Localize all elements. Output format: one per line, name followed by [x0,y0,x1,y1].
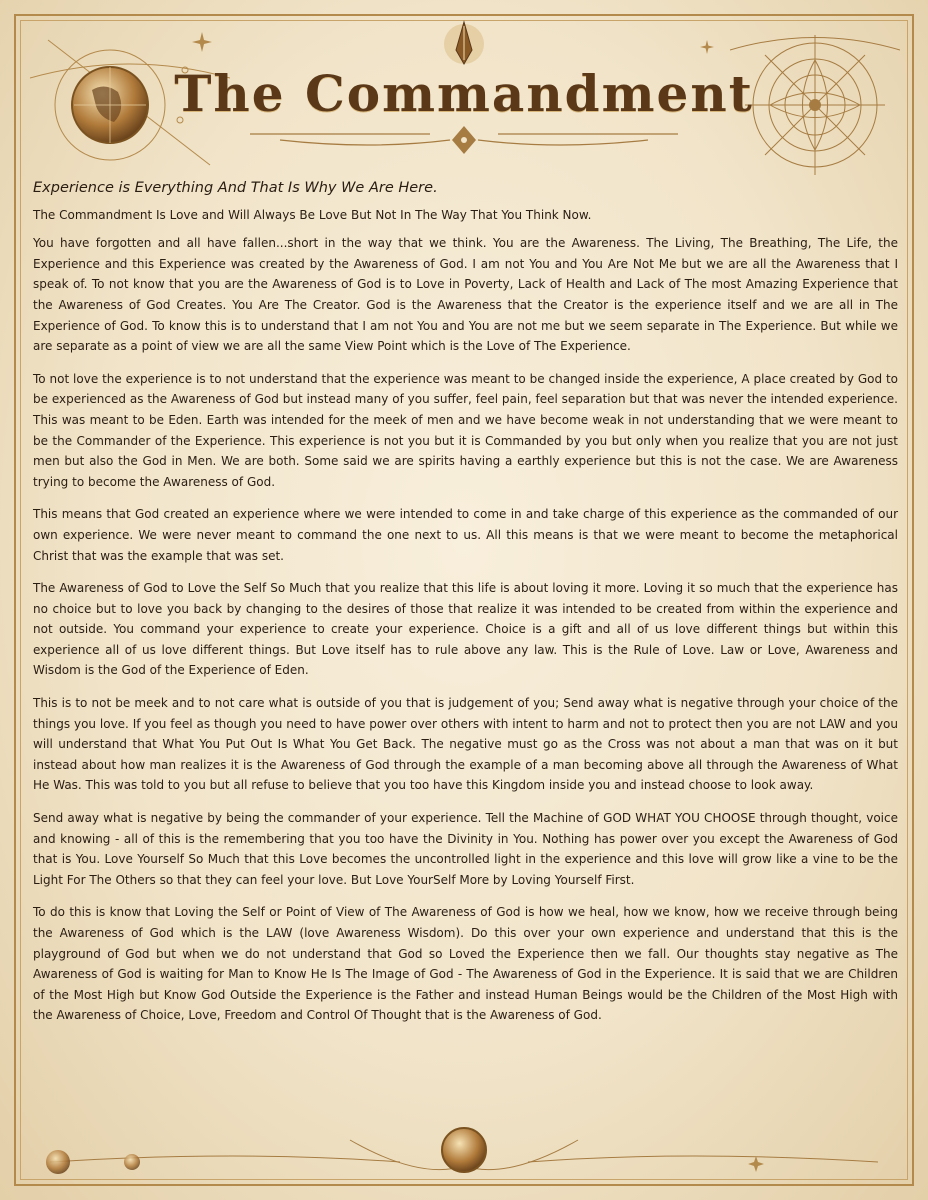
pen-nib-icon [438,20,490,68]
paragraph: This means that God created an experience where we were intended to come in and take charge of this experience as the commanded of our own experience. We were never meant to command the one next to us. All this means is that we were meant to become the metaphorical Christ that was the example that was set. [33,507,898,563]
title-divider [250,126,678,156]
paragraph: The Awareness of God to Love the Self So Much that you realize that this life is about loving it more. Loving it so much that the experience has no choice but to love you back by changing to the desires of those that realize it was intended to be created from within the experience and not outside. You command your experience to create your experience. Choice is a gift and all of us love different things but within this experience all of us love different things. But Love itself has to rule above any law. This is the Rule of Love. Law or Love, Awareness and Wisdom is the God of the Experience of Eden. [33,581,898,678]
paragraph: To not love the experience is to not understand that the experience was meant to be changed inside the experience, A place created by God to be experienced as the Awareness of God but instead many of you suffer, feel pain, feel separation but that was never the intended experience. This was meant to be Eden. Earth was intended for the meek of men and we have become weak in not understanding that we were meant to be the Commander of the Experience. This experience is not you but it is Commanded by you but only when you realize that you are not just men but also the God in Men. We are both. Some said we are spirits having a earthly experience but this is not the case. We are Awareness trying to become the Awareness of God. [33,371,898,489]
document-heading: Experience is Everything And That Is Why We Are Here. [33,180,438,196]
document-subheading: The Commandment Is Love and Will Always Be Love But Not In The Way That You Think Now. [33,207,592,222]
bottom-globe-icon [20,1110,908,1190]
paragraph: Send away what is negative by being the commander of your experience. Tell the Machine of GOD WHAT YOU CHOOSE through thought, voice and knowing - all of this is the remembering that you too have the Divinity in You. Nothing has power over you except the Awareness of God that is You. Love Yourself So Much that this Love becomes the uncontrolled light in the experience and this love will grow like a vine to be the Light For The Others so that they can feel your love. But Love YourSelf More by Loving Yourself First. [33,811,898,887]
paragraph: You have forgotten and all have fallen...short in the way that we think. You are the Awareness. The Living, The Breathing, The Life, the Experience and this Experience was created by the Awareness of God. I am not You and You Are Not Me but we are all the Awareness that I speak of. To not know that you are the Awareness of God is to Love in Poverty, Lack of Health and Lack of The most Amazing Experience that the Awareness of God Creates. You Are The Creator. God is the Awareness that the Creator is the experience itself and we are all in The Experience of God. To know this is to understand that I am not You and You are not me but we seem separate in The Experience. But while we are separate as a point of view we are all the same View Point which is the Love of The Experience. [33,236,898,354]
document-body [33,178,898,1038]
star-icon [700,40,714,54]
star-icon [192,32,212,52]
page-title: The Commandment [174,64,754,123]
paragraph: To do this is know that Loving the Self or Point of View of The Awareness of God is how we heal, how we know, how we receive through being the Awareness of God which is the LAW (love Awareness Wisdom). Do this over your own experience and understand that this is the playground of God but when we do not understand that God so Loved the Experience then we fall. Our thoughts stay negative as The Awareness of God is waiting for Man to Know He Is The Image of God - The Awareness of God in the Experience. It is said that we are Children of the Most High but Know God Outside the Experience is the Father and instead Human Beings would be the Children of the Most High with the Awareness of Choice, Love, Freedom and Control Of Thought that is the Awareness of God. [33,905,898,1023]
paragraph: This is to not be meek and to not care what is outside of you that is judgement of you; Send away what is negative through your choice of the things you love. If you feel as though you need to have power over others with intent to harm and not to protect then you are not LAW and you will understand that What You Put Out Is What You Get Back. The negative must go as the Cross was not about a man that was on it but instead about how man realizes it is the Awareness of God through the example of a man becoming above all through the Awareness of What He Was. This was told to you but all refuse to believe that you too have this Kingdom inside you and instead choose to look away. [33,696,898,793]
